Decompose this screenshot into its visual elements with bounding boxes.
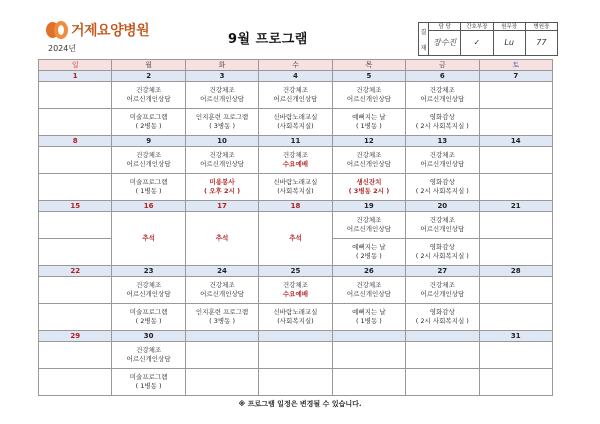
date-cell-tue: 24 — [185, 266, 258, 277]
program-line: (사회복지실) — [277, 187, 314, 195]
program-line: 어르신개인상담 — [346, 95, 391, 103]
program-cell-mon — [112, 277, 185, 304]
program-line: 건강체조 — [356, 151, 382, 159]
program-line: 수요예배 — [282, 160, 309, 168]
program-cell-thu — [332, 369, 405, 396]
program-line: ( 1병동 ) — [355, 317, 382, 325]
program-line: ( 1병동 ) — [135, 187, 162, 195]
date-cell-tue — [185, 331, 258, 342]
program-line: ( 3병동 ) — [209, 317, 235, 325]
program-line: 영화감상 — [429, 113, 455, 121]
approval-col-staff: 담 당 장수진 — [429, 23, 461, 55]
program-line: 미용봉사 — [209, 178, 235, 186]
program-row — [39, 174, 553, 201]
date-cell-mon: 16 — [112, 201, 185, 212]
program-line: 건강체조 — [209, 86, 235, 94]
program-line: 인지훈련 프로그램 — [195, 308, 249, 316]
program-cell-fri — [406, 239, 479, 266]
program-cell-sun — [39, 342, 112, 369]
program-row — [39, 109, 553, 136]
program-line: 어르신개인상담 — [126, 290, 171, 298]
program-cell-sat — [479, 109, 552, 136]
program-line: 건강체조 — [429, 86, 455, 94]
program-cell-wed — [259, 277, 332, 304]
program-cell-thu — [332, 304, 405, 331]
approval-box — [418, 22, 558, 56]
program-cell-sun — [39, 147, 112, 174]
program-row — [39, 212, 553, 239]
program-cell-tue — [185, 342, 258, 369]
date-cell-fri: 27 — [406, 266, 479, 277]
signature: 77 — [536, 38, 547, 47]
date-cell-mon: 23 — [112, 266, 185, 277]
weekday-fri: 금 — [406, 60, 479, 71]
program-cell-wed — [259, 147, 332, 174]
program-line: 어르신개인상담 — [420, 160, 465, 168]
program-line: 어르신개인상담 — [200, 160, 245, 168]
date-cell-wed: 25 — [259, 266, 332, 277]
program-calendar — [38, 59, 553, 396]
program-line: 수요예배 — [282, 290, 309, 298]
program-cell-mon — [112, 304, 185, 331]
program-line: ( 2시 사회복지실 ) — [415, 187, 469, 195]
signature: Lu — [504, 38, 514, 47]
date-cell-fri: 13 — [406, 136, 479, 147]
program-line: 건강체조 — [136, 151, 162, 159]
program-cell-sun — [39, 174, 112, 201]
program-line: 어르신개인상담 — [346, 290, 391, 298]
program-cell-thu — [332, 342, 405, 369]
date-cell-thu: 26 — [332, 266, 405, 277]
signature: ✓ — [473, 38, 481, 47]
hospital-name: 거제요양병원 — [71, 23, 150, 39]
program-line: 어르신개인상담 — [420, 225, 465, 233]
date-cell-fri: 20 — [406, 201, 479, 212]
program-cell-sun — [39, 277, 112, 304]
date-cell-wed: 4 — [259, 71, 332, 82]
program-line: 건강체조 — [282, 281, 309, 289]
program-line: 어르신개인상담 — [126, 355, 171, 363]
program-line: 영화감상 — [429, 243, 455, 251]
program-cell-mon — [112, 147, 185, 174]
date-cell-mon: 9 — [112, 136, 185, 147]
program-cell-fri — [406, 147, 479, 174]
logo-mark-icon — [46, 21, 68, 39]
holiday-cell-tue: 추석 — [185, 212, 258, 266]
program-cell-tue — [185, 147, 258, 174]
program-cell-wed — [259, 369, 332, 396]
program-line: 건강체조 — [282, 151, 309, 159]
program-cell-tue — [185, 174, 258, 201]
approval-col-nursing: 간호부장 ✓ — [461, 23, 493, 55]
date-cell-sun: 8 — [39, 136, 112, 147]
program-line: 어르신개인상담 — [346, 160, 391, 168]
program-cell-sat — [479, 277, 552, 304]
date-cell-thu: 19 — [332, 201, 405, 212]
program-row — [39, 342, 553, 369]
program-row — [39, 277, 553, 304]
program-cell-sun — [39, 212, 112, 239]
date-cell-mon: 30 — [112, 331, 185, 342]
program-line: (사회복지실) — [277, 317, 314, 325]
program-line: 건강체조 — [356, 216, 382, 224]
program-line: ( 3병동 2시 ) — [348, 187, 390, 195]
program-cell-sat — [479, 369, 552, 396]
program-cell-sat — [479, 239, 552, 266]
program-line: ( 2시 사회복지실 ) — [415, 122, 469, 130]
program-line: 신바람노래교실 — [273, 113, 318, 121]
program-cell-tue — [185, 369, 258, 396]
program-line: 건강체조 — [356, 281, 382, 289]
program-cell-sun — [39, 109, 112, 136]
program-line: (사회복지실) — [277, 122, 314, 130]
program-cell-mon — [112, 109, 185, 136]
program-line: ( 2병동 ) — [355, 252, 382, 260]
date-row — [39, 71, 553, 82]
page-title: 9월 프로그램 — [228, 32, 308, 47]
program-cell-thu — [332, 82, 405, 109]
date-cell-tue: 17 — [185, 201, 258, 212]
date-cell-sat: 21 — [479, 201, 552, 212]
date-cell-sat: 7 — [479, 71, 552, 82]
program-cell-mon — [112, 174, 185, 201]
program-line: 건강체조 — [429, 216, 455, 224]
program-line: ( 2병동 ) — [135, 122, 162, 130]
date-row — [39, 331, 553, 342]
program-line: 건강체조 — [136, 281, 162, 289]
program-cell-fri — [406, 109, 479, 136]
program-line: 인지훈련 프로그램 — [195, 113, 249, 121]
approval-side-label: 결 재 — [419, 23, 429, 55]
program-cell-thu — [332, 109, 405, 136]
weekday-sat: 토 — [479, 60, 552, 71]
weekday-header-row — [39, 60, 553, 71]
program-cell-sun — [39, 304, 112, 331]
program-cell-tue — [185, 304, 258, 331]
holiday-cell-mon: 추석 — [112, 212, 185, 266]
program-cell-sat — [479, 342, 552, 369]
program-cell-tue — [185, 109, 258, 136]
program-line: 예뻐지는 날 — [352, 308, 386, 316]
program-line: 건강체조 — [136, 346, 162, 354]
program-line: 영화감상 — [429, 178, 455, 186]
date-cell-thu: 12 — [332, 136, 405, 147]
program-cell-thu — [332, 277, 405, 304]
date-cell-mon: 2 — [112, 71, 185, 82]
program-line: 예뻐지는 날 — [352, 113, 386, 121]
program-cell-fri — [406, 212, 479, 239]
program-cell-tue — [185, 277, 258, 304]
year-label: 2024년 — [48, 44, 77, 53]
date-cell-wed — [259, 331, 332, 342]
program-line: 어르신개인상담 — [346, 225, 391, 233]
program-line: 생신잔치 — [356, 178, 382, 186]
program-cell-sat — [479, 82, 552, 109]
date-row — [39, 266, 553, 277]
date-cell-sun: 1 — [39, 71, 112, 82]
program-line: 어르신개인상담 — [200, 95, 245, 103]
program-line: 미술프로그램 — [129, 308, 168, 316]
program-line: 건강체조 — [282, 86, 309, 94]
page-header — [0, 0, 600, 58]
program-line: 건강체조 — [209, 281, 235, 289]
date-cell-fri — [406, 331, 479, 342]
program-line: 건강체조 — [136, 86, 162, 94]
program-line: 신바람노래교실 — [273, 178, 318, 186]
program-line: 미술프로그램 — [129, 373, 168, 381]
program-line: 건강체조 — [429, 151, 455, 159]
program-line: 미술프로그램 — [129, 178, 168, 186]
date-cell-sun: 22 — [39, 266, 112, 277]
program-line: 어르신개인상담 — [126, 160, 171, 168]
program-line: 어르신개인상담 — [420, 290, 465, 298]
date-cell-wed: 18 — [259, 201, 332, 212]
weekday-mon: 월 — [112, 60, 185, 71]
program-cell-sun — [39, 82, 112, 109]
hospital-logo — [46, 20, 149, 40]
program-cell-sun — [39, 369, 112, 396]
program-cell-wed — [259, 174, 332, 201]
date-cell-sat: 31 — [479, 331, 552, 342]
program-cell-thu — [332, 174, 405, 201]
signature: 장수진 — [433, 38, 457, 47]
schedule-change-note: ※ 프로그램 일정은 변경될 수 있습니다. — [238, 400, 362, 408]
program-line: 신바람노래교실 — [273, 308, 318, 316]
program-line: 건강체조 — [356, 86, 382, 94]
program-row — [39, 369, 553, 396]
weekday-sun: 일 — [39, 60, 112, 71]
weekday-thu: 목 — [332, 60, 405, 71]
program-row — [39, 304, 553, 331]
holiday-cell-wed: 추석 — [259, 212, 332, 266]
date-cell-fri: 6 — [406, 71, 479, 82]
date-cell-wed: 11 — [259, 136, 332, 147]
program-line: ( 2병동 ) — [135, 317, 162, 325]
program-cell-sat — [479, 174, 552, 201]
program-line: ( 3병동 ) — [209, 122, 235, 130]
program-line: ( 오후 2시 ) — [204, 187, 241, 195]
date-cell-tue: 10 — [185, 136, 258, 147]
program-cell-mon — [112, 342, 185, 369]
date-cell-sun: 15 — [39, 201, 112, 212]
program-line: 예뻐지는 날 — [352, 243, 386, 251]
date-cell-sat: 28 — [479, 266, 552, 277]
program-line: ( 2시 사회복지실 ) — [415, 252, 469, 260]
program-cell-wed — [259, 342, 332, 369]
program-line: ( 1병동 ) — [135, 382, 162, 390]
program-cell-fri — [406, 369, 479, 396]
program-line: 건강체조 — [209, 151, 235, 159]
date-row — [39, 201, 553, 212]
program-cell-mon — [112, 82, 185, 109]
program-line: 영화감상 — [429, 308, 455, 316]
program-cell-fri — [406, 82, 479, 109]
program-cell-fri — [406, 304, 479, 331]
program-cell-fri — [406, 342, 479, 369]
program-cell-sat — [479, 212, 552, 239]
program-line: ( 1병동 ) — [355, 122, 382, 130]
date-cell-tue: 3 — [185, 71, 258, 82]
date-cell-thu: 5 — [332, 71, 405, 82]
program-line: 어르신개인상담 — [126, 95, 171, 103]
date-cell-sun: 29 — [39, 331, 112, 342]
program-row — [39, 147, 553, 174]
approval-col-admin: 원무장 Lu — [494, 23, 526, 55]
program-cell-tue — [185, 82, 258, 109]
program-line: 어르신개인상담 — [420, 95, 465, 103]
program-cell-wed — [259, 304, 332, 331]
program-cell-mon — [112, 369, 185, 396]
program-cell-thu — [332, 147, 405, 174]
approval-col-director: 병원장 77 — [526, 23, 557, 55]
program-line: 건강체조 — [429, 281, 455, 289]
date-cell-thu — [332, 331, 405, 342]
program-row — [39, 82, 553, 109]
program-cell-thu — [332, 239, 405, 266]
program-cell-sat — [479, 147, 552, 174]
date-cell-sat: 14 — [479, 136, 552, 147]
program-cell-sun — [39, 239, 112, 266]
program-line: 미술프로그램 — [129, 113, 168, 121]
weekday-tue: 화 — [185, 60, 258, 71]
program-cell-thu — [332, 212, 405, 239]
weekday-wed: 수 — [259, 60, 332, 71]
program-cell-fri — [406, 277, 479, 304]
program-line: ( 2시 사회복지실 ) — [415, 317, 469, 325]
program-cell-wed — [259, 109, 332, 136]
date-row — [39, 136, 553, 147]
program-cell-sat — [479, 304, 552, 331]
program-line: 어르신개인상담 — [200, 290, 245, 298]
program-line: 어르신개인상담 — [273, 95, 318, 103]
program-cell-wed — [259, 82, 332, 109]
program-cell-fri — [406, 174, 479, 201]
